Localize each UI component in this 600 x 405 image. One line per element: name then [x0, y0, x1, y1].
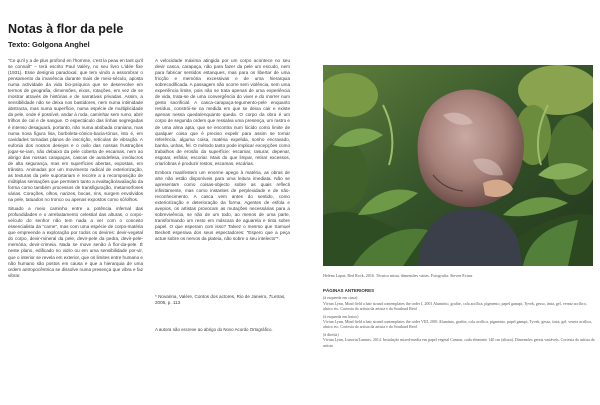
footnote-text: Novarina, Valère, Contos dos actores, Rio de Janeiro, 7Letras, 2005, p. 113 — [155, 294, 286, 305]
credit-item — [323, 332, 595, 348]
credit-text: Vivian Lynn, Lunoria/Lumins, 2014. Instalação mixed-media em papel vegetal Canson, cada elemento 140 cm (altura). Dimensões gerais variáveis. Cortesia do artista da artista — [323, 337, 595, 348]
credit-item — [323, 314, 595, 330]
paragraph: Situado a meio caminho entre a potência infernal das profundidades e o arrebatamento celestial das alturas, o corpo-veículo do senhor não tem nada a ver com o conceito essencialista da “carne”, mas com uma espécie de corpo-matéria que empreende a exploração por todos os devires: devir-vegetal do corpo, devir-mineral da pele, devir-pele da pedra, devir-pele-memória, devir-crimeia. Nada se move senão à flor-da-pele. É neste plano, edificado no vidro ou em uma sensibilidade por-vir, que o interior se revela em exterior, que os limites entre humano e não humano são postos em causa e que a hierarquia de uma ordem antropocêntrica se dissolve numa presença que vibra e faz vibrar. — [8, 206, 143, 278]
article-title: Notas à flor da pele — [8, 22, 124, 36]
credits-heading: PÁGINAS ANTERIORES — [323, 288, 375, 293]
previous-pages-credits — [323, 288, 595, 350]
footnote — [155, 294, 290, 306]
credit-position: (à esquerda em baixo) — [323, 313, 359, 319]
paragraph: Embora manifestem um enorme apego à matéria, as obras de arte não estão disponíveis para uma leitura imediata. Não se apresentam como coisas-objecto sobre as quais reflecti infinitamente, mas como instantes de perplexidade e de não-reconhecimento. A casca vem antes do sentido, como exteriorização e deterioração da forma. Agentes de esfola e avepios, os artistas provocam as mutações necessárias para a sobrevivência, se não de um todo, ao menos de uma parte, transformando um resto em máscara de aguarela e tinta sobre papel. O que esperam com isso? Talvez o mesmo que Samuel Beckett esperava dos seus espectadores: “Espero que a peça actue sobre os nervos da plateia, não sobre o seu intelecto”*. — [155, 169, 290, 242]
photo-caption: Helena Lapas, Red Rock, 2016. Técnica mista, dimensões várias. Fotografia: Steven Evans — [323, 273, 473, 278]
article-byline: Texto: Golgona Anghel — [8, 40, 90, 49]
orthography-note: A autora não escreve ao abrigo do Novo Acordo Ortográfico. — [155, 327, 273, 332]
credit-item — [323, 295, 595, 311]
credit-text: Vivian Lynn, Mind field a hair strand contemplates the order I, 2001 Alumínio, grafite, cola acrílica, pigmento, papel ganupi, Tyvek, gesso, tinta, gel, verniz acrílico, alnico etc. Cortesia do artista da artista e da Southard Reid — [323, 300, 587, 312]
credit-text: Vivian Lynn, Mind field a hair strand contemplates the order VIII, 2001 Alumínio, grafite, cola acrílica, pigmento, papel ganupi, Tyvek, gesso, tinta, gel, verniz acrílico, alnico etc. Cortesia do artista da artista e da Southard Reid — [323, 319, 593, 330]
text-column-left — [8, 58, 143, 282]
footnote-marker: * — [155, 294, 157, 299]
paragraph: “Ce qu'il y a de plus profond en l'homme, c'est la peau en tant qu'il se connaît” – terá escrito Paul Valéry, no seu livro L'idée fixe (1931). Esse desígnio paradoxal, que tem vindo a assombrar o pensamento da imanência durante mais de meio-século, aposta numa actividade da vida bio-psíquica que se desenvolve em termos de geografia, dimensões, eixos, rotações, em vez de se mostrar através de histórias e de narrativas privadas. Assim, a sensibilidade não se deixa nos bastidores, nem numa intimidade abstracta, mas numa superfície, numa espécie de multiplicidade da pele, onde é possível, andar à roda, caminhar sem rumo, abrir trilhos de cal e de sangue. O espectáculo das linhas segregadas é intenso desaguará, portanto, não numa abóbada craniana, mas numa nova figura lisa, borboleta-cónico-bacia-tónus, isto é, em cavidades tornadas planos de inscrição, retículas de vibração. A eufonia dos nossos desejos e o ovilo das nossas frustrações jogar-se-iam, não debaixo da pele coberta de escamas, nem ao abrigo das nossas carapaças, cascas de autodefesa, invólucros de alta segurança, mas em superfícies abertas, expostas, em trânsito. Animadas por um movimento radical de exteriorização, as texturas da pele suportariam e recorre a a recomposição de múltiplas sensações que permitem tanto a evaltação/avaliação da forma como também processos de transfiguração, metamorfoses várias. Corações, olhos, narizes, bocas, rins, surgem envolvidos na pele, tatuados no tronco ou apenas expostos como só/olhos. — [8, 58, 143, 203]
credit-position: (à direita) — [323, 331, 339, 337]
credit-position: (à esquerda em cima) — [323, 295, 358, 301]
text-column-middle — [155, 58, 290, 245]
paragraph: A velocidade máxima atingida por um corpo acontece no seu devir casca, carapaça, não para fazer da pele um escudo, nem para fabricar sentidos estanques, mas para os libertar de uma fricção e memória excessivas e de uma hierarquia sobrecodificada. A passagem não ocorre sem violência, sem uma experiência limite, pois não se trata apenas de uma experiência de vida, trata-se de uma convergência do viver e do morrer num gesto sacrificial. A casca-carapaça-tegumento-pele enquanto resíduo, constrói-se na medida em que se deixa cair e existe apenas nessa queda/enquanto queda. O corpo da obra é um corpo de segunda ordem que ressalva uma presença, um rastro e de uma alma apta, que se encontra num lúcido como limite de qualquer coisa que é preciso expelir para assim se tornar referência, alguma coisa, matéria expelida, sonho encravado, banha, unhas, fel. O método tanto pode implicar excepções como trabalhos de erosão da superfície: escamar, rasurar, depenar, esgotar, esfolar, escoriar. Mais do que limpar, retirar excessos, criar/obras é produzir restos, escamas, escárias. — [155, 58, 290, 166]
artwork-photo — [323, 65, 593, 266]
